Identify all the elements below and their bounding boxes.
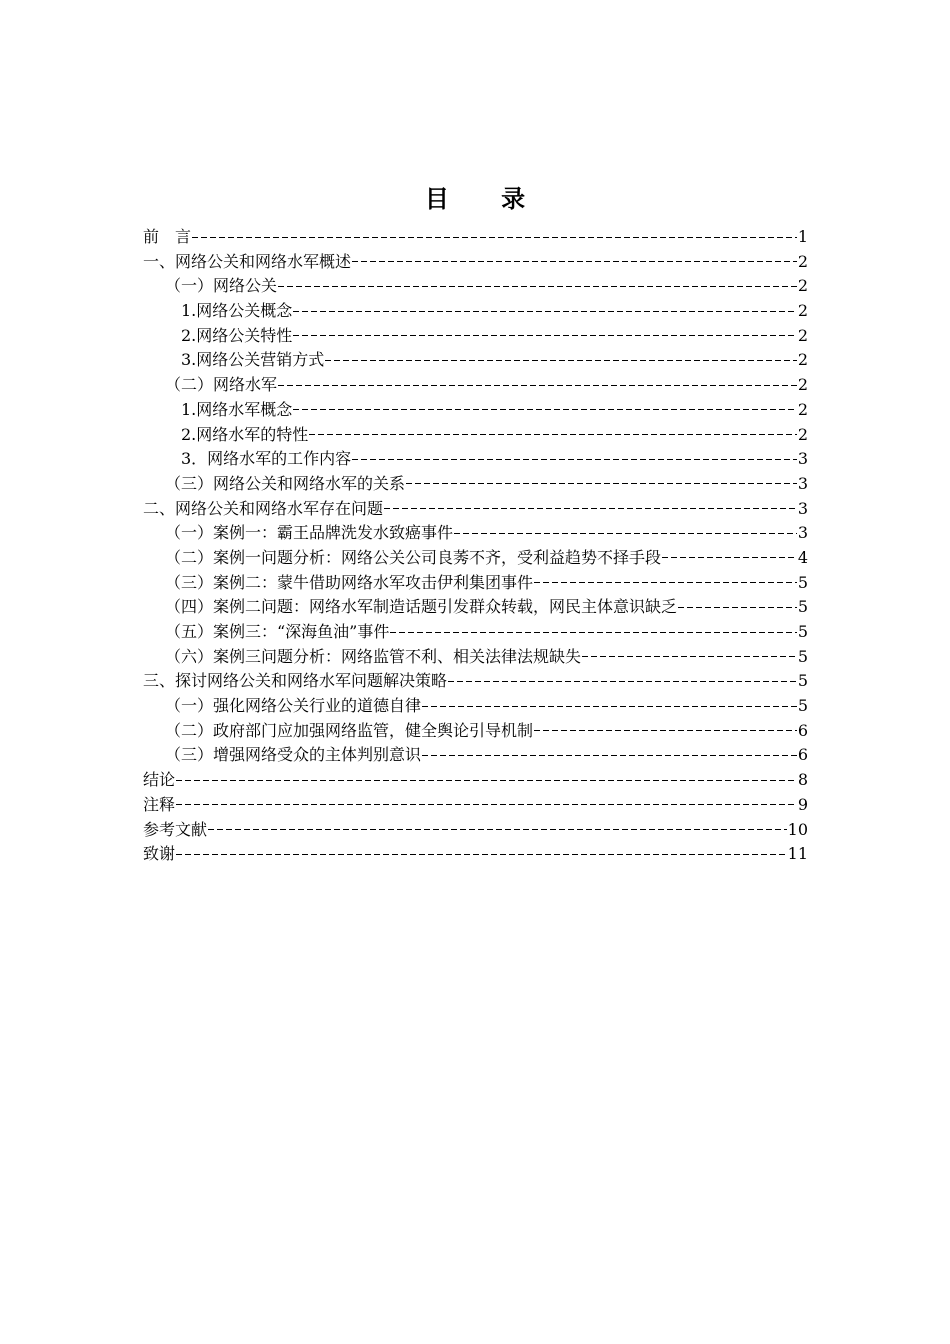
toc-leader-dashes: [176, 779, 797, 781]
toc-entry-page-number: 5: [797, 622, 808, 641]
toc-entry-page-number: 5: [797, 696, 808, 716]
toc-entry[interactable]: [143, 447, 808, 472]
toc-entry[interactable]: [143, 398, 808, 423]
toc-entry-page-number: 2: [797, 375, 808, 395]
toc-leader-dashes: [384, 508, 797, 510]
toc-entry[interactable]: [143, 669, 808, 694]
toc-entry-label: 2.网络水军的特性: [181, 424, 309, 444]
toc-entry[interactable]: [143, 546, 808, 571]
toc-leader-dashes: [278, 384, 797, 386]
toc-entry-page-number: 5: [797, 597, 808, 617]
toc-entry-page-number: 3: [797, 449, 808, 469]
toc-leader-dashes: [208, 829, 787, 831]
toc-entry-page-number: 3: [797, 498, 808, 518]
toc-leader-dashes: [352, 458, 797, 460]
toc-entry[interactable]: [143, 620, 808, 645]
toc-entry-label: 致谢: [143, 844, 176, 864]
toc-list: [143, 225, 808, 867]
toc-leader-dashes: [406, 483, 797, 485]
toc-entry-label: （四）案例二问题：网络水军制造话题引发群众转载，网民主体意识缺乏: [165, 597, 678, 617]
toc-entry-label: （二）案例一问题分析：网络公关公司良莠不齐，受利益趋势不择手段: [165, 547, 662, 567]
toc-entry-label: （三）增强网络受众的主体判别意识: [165, 745, 422, 765]
toc-entry-page-number: 6: [797, 745, 808, 765]
toc-entry[interactable]: [143, 743, 808, 768]
toc-entry[interactable]: [143, 521, 808, 546]
toc-entry-page-number: 2: [797, 350, 808, 370]
toc-leader-dashes: [448, 680, 797, 682]
toc-leader-dashes: [454, 532, 797, 534]
toc-entry-page-number: 8: [797, 770, 808, 790]
toc-entry[interactable]: [143, 225, 808, 250]
toc-entry-page-number: 5: [797, 646, 808, 666]
toc-leader-dashes: [352, 261, 797, 263]
toc-entry-page-number: 4: [797, 547, 808, 567]
toc-leader-dashes: [678, 606, 797, 608]
toc-entry-label: 1.网络水军概念: [181, 399, 293, 419]
toc-leader-dashes: [582, 656, 797, 658]
toc-leader-dashes: [422, 754, 797, 756]
toc-leader-dashes: [390, 631, 796, 633]
toc-entry-page-number: 2: [797, 251, 808, 271]
toc-leader-dashes: [278, 285, 797, 287]
toc-entry-label: （三）网络公关和网络水军的关系: [165, 473, 406, 493]
toc-leader-dashes: [176, 804, 797, 806]
toc-entry[interactable]: [143, 348, 808, 373]
toc-entry-page-number: 6: [797, 720, 808, 740]
toc-entry-page-number: 2: [797, 301, 808, 321]
toc-entry[interactable]: [143, 595, 808, 620]
toc-entry-page-number: 2: [797, 325, 808, 345]
toc-entry-label: 2.网络公关特性: [181, 325, 293, 345]
toc-leader-dashes: [662, 557, 797, 559]
toc-entry[interactable]: [143, 373, 808, 398]
toc-title: 目 录: [424, 184, 548, 213]
toc-entry-page-number: 2: [797, 424, 808, 444]
toc-leader-dashes: [422, 705, 797, 707]
toc-entry-label: 3.网络公关营销方式: [181, 350, 325, 370]
toc-entry-page-number: 2: [797, 399, 808, 419]
toc-entry-label: （二）网络水军: [165, 375, 278, 395]
toc-entry-label: 参考文献: [143, 819, 208, 839]
toc-entry[interactable]: [143, 299, 808, 324]
toc-entry[interactable]: [143, 472, 808, 497]
toc-leader-dashes: [293, 409, 797, 411]
toc-entry-label: 3．网络水军的工作内容: [181, 449, 352, 469]
toc-entry[interactable]: [143, 719, 808, 744]
toc-leader-dashes: [534, 730, 797, 732]
toc-entry[interactable]: [143, 423, 808, 448]
toc-entry-label: （一）案例一：霸王品牌洗发水致癌事件: [165, 523, 454, 543]
toc-entry-page-number: 5: [797, 671, 808, 691]
toc-entry-page-number: 11: [787, 844, 808, 864]
toc-entry-label: 注释: [143, 794, 176, 814]
toc-entry-page-number: 3: [797, 523, 808, 543]
toc-entry[interactable]: [143, 818, 808, 843]
toc-entry-label: （六）案例三问题分析：网络监管不利、相关法律法规缺失: [165, 646, 582, 666]
toc-entry-label: 前 言: [143, 227, 192, 246]
toc-entry-label: （三）案例二：蒙牛借助网络水军攻击伊利集团事件: [165, 572, 534, 592]
toc-entry[interactable]: [143, 842, 808, 867]
toc-entry-page-number: 2: [797, 276, 808, 296]
toc-entry-label: （二）政府部门应加强网络监管，健全舆论引导机制: [165, 720, 534, 740]
toc-entry[interactable]: [143, 274, 808, 299]
toc-entry[interactable]: [143, 768, 808, 793]
toc-leader-dashes: [176, 853, 787, 855]
toc-entry-label: 结论: [143, 770, 176, 790]
toc-entry-page-number: 5: [797, 572, 808, 592]
toc-entry[interactable]: [143, 645, 808, 670]
toc-entry-label: 一、网络公关和网络水军概述: [143, 251, 352, 271]
toc-leader-dashes: [192, 236, 797, 238]
toc-entry-label: （五）案例三：“深海鱼油”事件: [165, 622, 390, 641]
toc-entry-page-number: 10: [787, 819, 808, 839]
toc-entry[interactable]: [143, 793, 808, 818]
toc-leader-dashes: [293, 335, 797, 337]
toc-entry-label: 三、探讨网络公关和网络水军问题解决策略: [143, 671, 448, 691]
toc-entry-label: （一）网络公关: [165, 276, 278, 296]
toc-entry[interactable]: [143, 250, 808, 275]
toc-entry-label: （一）强化网络公关行业的道德自律: [165, 696, 422, 716]
toc-entry-page-number: 3: [797, 473, 808, 493]
toc-entry-page-number: 1: [797, 227, 808, 246]
toc-entry[interactable]: [143, 324, 808, 349]
toc-leader-dashes: [534, 582, 797, 584]
toc-entry-label: 1.网络公关概念: [181, 301, 293, 321]
toc-leader-dashes: [309, 434, 797, 436]
toc-leader-dashes: [293, 310, 797, 312]
toc-entry[interactable]: [143, 694, 808, 719]
toc-entry-page-number: 9: [797, 794, 808, 814]
toc-entry[interactable]: [143, 497, 808, 522]
toc-entry[interactable]: [143, 571, 808, 596]
toc-leader-dashes: [325, 359, 797, 361]
toc-entry-label: 二、网络公关和网络水军存在问题: [143, 498, 384, 518]
